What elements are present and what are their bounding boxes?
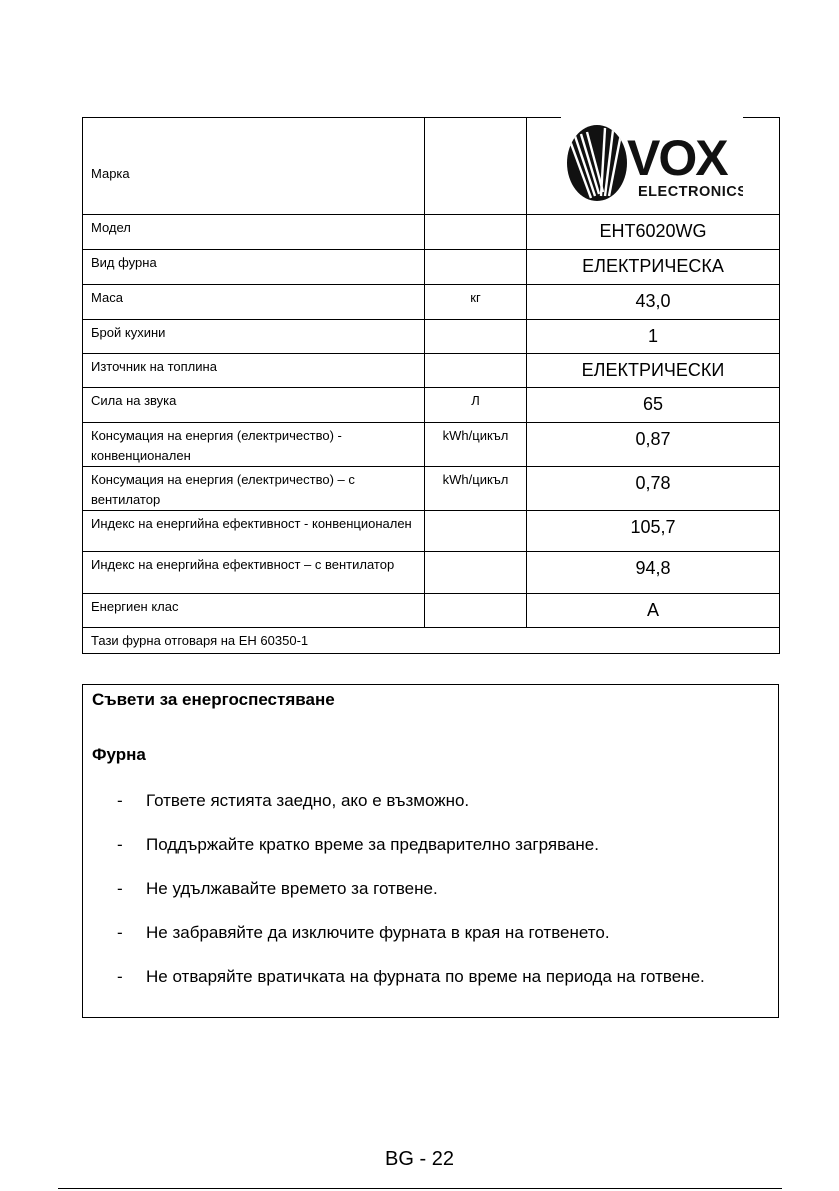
spec-label: Модел: [83, 215, 425, 250]
spec-row: [83, 594, 780, 628]
spec-value: A: [527, 594, 780, 628]
spec-row: [83, 388, 780, 423]
tip-text: Не удължавайте времето за готвене.: [146, 879, 438, 898]
spec-label: Консумация на енергия (електричество) - конвенционален: [83, 423, 425, 467]
tip-text: Не отваряйте вратичката на фурната по време на периода на готвене.: [146, 967, 705, 986]
spec-row: [83, 552, 780, 594]
list-item: - Не отваряйте вратичката на фурната по време на периода на готвене.: [117, 967, 705, 986]
compliance-row: [83, 628, 780, 654]
page-number: BG - 22: [385, 1148, 454, 1170]
spec-unit: кг: [425, 285, 527, 320]
spec-value: ЕЛЕКТРИЧЕСКА: [527, 250, 780, 285]
spec-label: Консумация на енергия (електричество) – с вентилатор: [83, 467, 425, 511]
tips-list: [83, 788, 773, 1008]
brand-label: Марка: [83, 118, 425, 215]
spec-label: Индекс на енергийна ефективност - конвенционален: [83, 511, 425, 552]
spec-row: [83, 511, 780, 552]
spec-unit: kWh/цикъл: [425, 423, 527, 467]
tips-subtitle: Фурна: [92, 745, 146, 764]
spec-value: 65: [527, 388, 780, 423]
spec-value: 0,87: [527, 423, 780, 467]
spec-value: 105,7: [527, 511, 780, 552]
spec-table: [82, 117, 780, 654]
spec-label: Сила на звука: [83, 388, 425, 423]
energy-tips-box: [82, 684, 779, 1018]
spec-unit: [425, 320, 527, 354]
spec-row: [83, 354, 780, 388]
brand-logo-cell: [527, 118, 780, 215]
brand-unit-cell: [425, 118, 527, 215]
spec-unit: [425, 215, 527, 250]
spec-label: Маса: [83, 285, 425, 320]
list-item: - Поддържайте кратко време за предварително загряване.: [117, 835, 599, 854]
spec-label: Индекс на енергийна ефективност – с вентилатор: [83, 552, 425, 594]
spec-value: EHT6020WG: [527, 215, 780, 250]
spec-unit: [425, 250, 527, 285]
spec-value: 94,8: [527, 552, 780, 594]
spec-row: [83, 215, 780, 250]
list-item: - Не забравяйте да изключите фурната в края на готвенето.: [117, 923, 610, 942]
logo-subtext: ELECTRONICS: [638, 184, 743, 200]
spec-unit: [425, 594, 527, 628]
compliance-note: Тази фурна отговаря на ЕН 60350-1: [83, 628, 780, 654]
tip-text: Не забравяйте да изключите фурната в края на готвенето.: [146, 923, 610, 942]
spec-unit: [425, 354, 527, 388]
spec-value: ЕЛЕКТРИЧЕСКИ: [527, 354, 780, 388]
spec-row: [83, 250, 780, 285]
spec-row: [83, 467, 780, 511]
spec-value: 0,78: [527, 467, 780, 511]
footer-divider: [58, 1188, 782, 1189]
tips-title: Съвети за енергоспестяване: [92, 690, 335, 709]
spec-row: [83, 423, 780, 467]
spec-label: Вид фурна: [83, 250, 425, 285]
spec-row: [83, 285, 780, 320]
spec-label: Енергиен клас: [83, 594, 425, 628]
list-item: - Не удължавайте времето за готвене.: [117, 879, 438, 898]
spec-unit: [425, 552, 527, 594]
spec-label: Източник на топлина: [83, 354, 425, 388]
vox-logo: [561, 116, 743, 208]
list-item: - Гответе ястията заедно, ако е възможно.: [117, 791, 470, 810]
spec-value: 1: [527, 320, 780, 354]
spec-value: 43,0: [527, 285, 780, 320]
tip-text: Поддържайте кратко време за предварително загряване.: [146, 835, 599, 854]
logo-text: VOX: [627, 130, 727, 186]
tip-text: Гответе ястията заедно, ако е възможно.: [146, 791, 470, 810]
spec-unit: Л: [425, 388, 527, 423]
spec-label: Брой кухини: [83, 320, 425, 354]
brand-row: [83, 118, 780, 215]
spec-unit: [425, 511, 527, 552]
spec-row: [83, 320, 780, 354]
vox-logo-graphic: [561, 116, 743, 208]
spec-unit: kWh/цикъл: [425, 467, 527, 511]
